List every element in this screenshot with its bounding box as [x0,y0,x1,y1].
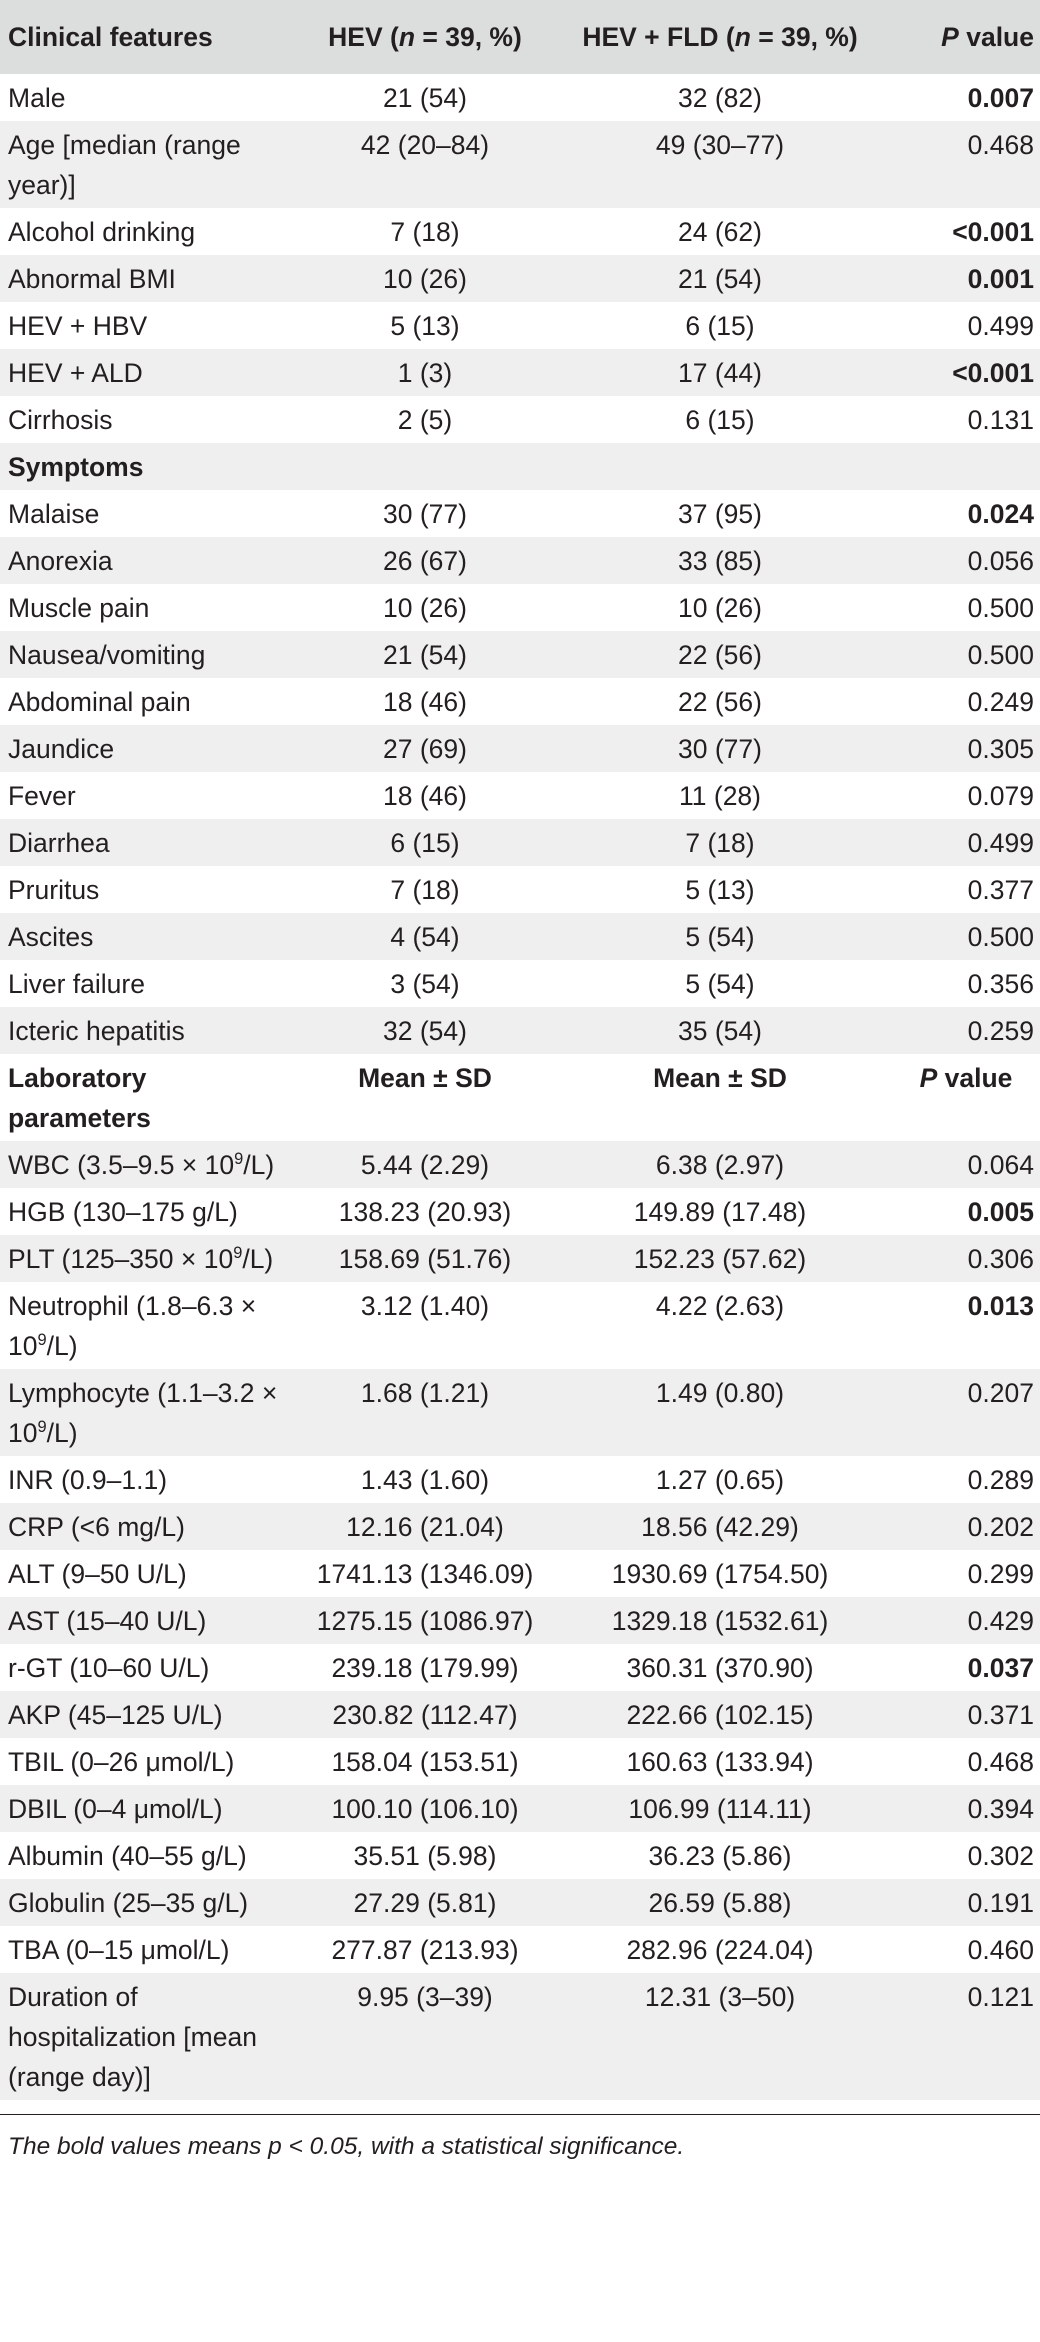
label-superscript: 9 [37,1418,47,1437]
table-row [0,1550,1040,1597]
lab-p-value: 0.121 [967,1982,1034,2012]
clinical-label: Abnormal BMI [8,264,176,294]
symptom-hev-value: 27 (69) [383,734,467,764]
lab-label: AKP (45–125 U/L) [8,1700,223,1730]
lab-p-value: 0.191 [967,1888,1034,1918]
symptom-label: Muscle pain [8,593,150,623]
lab-p-value: 0.394 [967,1794,1034,1824]
lab-hev-value: 27.29 (5.81) [353,1888,497,1918]
symptom-p-value: 0.377 [967,875,1034,905]
clinical-fld-value: 32 (82) [678,83,762,113]
lab-label: HGB (130–175 g/L) [8,1197,238,1227]
lab-p-value: 0.429 [967,1606,1034,1636]
symptom-p-value: 0.500 [967,593,1034,623]
lab-p-value: 0.460 [967,1935,1034,1965]
symptom-hev-value: 30 (77) [383,499,467,529]
clinical-hev-value: 2 (5) [397,405,453,435]
table-row [0,1832,1040,1879]
table-row [0,1785,1040,1832]
lab-p-value: 0.064 [967,1150,1034,1180]
label-text: Neutrophil (1.8–6.3 × 10 [8,1291,257,1361]
symptom-label: Icteric hepatitis [8,1016,185,1046]
lab-fld-value: 4.22 (2.63) [655,1291,785,1321]
symptom-fld-value: 22 (56) [678,687,762,717]
table-row [0,1369,1040,1456]
lab-hev-value: 9.95 (3–39) [357,1982,493,2012]
lab-label: TBA (0–15 μmol/L) [8,1935,230,1965]
lab-label [0,1282,300,1369]
lab-hev-value: 277.87 (213.93) [331,1935,519,1965]
symptom-hev-value: 4 (54) [390,922,460,952]
table-footnote: The bold values means p < 0.05, with a statistical significance. [0,2114,1040,2165]
symptom-label: Anorexia [8,546,113,576]
symptom-p-value: 0.305 [967,734,1034,764]
lab-label: TBIL (0–26 μmol/L) [8,1747,235,1777]
header-hev: HEV (n = 39, %) [328,22,522,52]
symptom-label: Nausea/vomiting [8,640,206,670]
label-text: WBC (3.5–9.5 × 10 [8,1150,235,1180]
clinical-p-value: <0.001 [952,217,1034,247]
table-row [0,1597,1040,1644]
symptom-fld-value: 33 (85) [678,546,762,576]
table-row [0,772,1040,819]
clinical-p-value: 0.131 [967,405,1034,435]
clinical-label: Male [8,83,66,113]
lab-label: Albumin (40–55 g/L) [8,1841,247,1871]
lab-hev-value: 138.23 (20.93) [338,1197,512,1227]
lab-fld-value: 1.27 (0.65) [655,1465,785,1495]
symptom-hev-value: 26 (67) [383,546,467,576]
symptom-label: Malaise [8,499,100,529]
lab-hev-value: 3.12 (1.40) [360,1291,490,1321]
lab-fld-value: 160.63 (133.94) [626,1747,814,1777]
symptom-fld-value: 22 (56) [678,640,762,670]
lab-fld-value: 36.23 (5.86) [648,1841,792,1871]
clinical-label: HEV + ALD [8,358,143,388]
lab-p-value: 0.013 [967,1291,1034,1321]
lab-label: Duration of hospitalization [mean (range day)] [8,1982,257,2092]
symptom-hev-value: 18 (46) [383,781,467,811]
table-row [0,678,1040,725]
lab-p-value: 0.299 [967,1559,1034,1589]
table-row [0,349,1040,396]
clinical-fld-value: 6 (15) [685,311,755,341]
symptom-label: Pruritus [8,875,100,905]
symptom-label: Jaundice [8,734,115,764]
symptom-fld-value: 30 (77) [678,734,762,764]
symptom-fld-value: 5 (54) [685,922,755,952]
lab-fld-value: 1.49 (0.80) [655,1378,785,1408]
symptom-label: Liver failure [8,969,145,999]
table-row [0,960,1040,1007]
table-row [0,490,1040,537]
clinical-p-value: 0.001 [967,264,1034,294]
lab-p-value: 0.289 [967,1465,1034,1495]
lab-fld-value: 360.31 (370.90) [626,1653,814,1683]
lab-p-value: 0.005 [967,1197,1034,1227]
symptom-p-value: 0.079 [967,781,1034,811]
label-tail: /L) [46,1418,78,1448]
clinical-fld-value: 24 (62) [678,217,762,247]
table-row [0,1282,1040,1369]
table-row [0,302,1040,349]
label-tail: /L) [243,1150,275,1180]
clinical-hev-value: 10 (26) [383,264,467,294]
lab-p-value: 0.306 [967,1244,1034,1274]
table-row [0,1973,1040,2100]
section-row-symptoms [0,443,1040,490]
lab-heading-p-value: P value [919,1063,1013,1093]
clinical-fld-value: 21 (54) [678,264,762,294]
symptom-p-value: 0.500 [967,640,1034,670]
lab-label: AST (15–40 U/L) [8,1606,207,1636]
symptom-fld-value: 11 (28) [679,781,761,811]
clinical-p-value: 0.007 [967,83,1034,113]
table-header [0,0,1040,74]
clinical-label: Age [median (range year)] [8,130,241,200]
lab-hev-value: 1275.15 (1086.97) [316,1606,534,1636]
table-row [0,1738,1040,1785]
clinical-label: Cirrhosis [8,405,113,435]
symptom-p-value: 0.500 [967,922,1034,952]
clinical-fld-value: 17 (44) [678,358,762,388]
table-row [0,1644,1040,1691]
symptom-label: Abdominal pain [8,687,191,717]
table-row [0,1503,1040,1550]
clinical-label: Alcohol drinking [8,217,196,247]
clinical-hev-value: 5 (13) [390,311,460,341]
label-superscript: 9 [233,1244,243,1263]
table-row [0,631,1040,678]
symptom-p-value: 0.056 [967,546,1034,576]
lab-p-value: 0.468 [967,1747,1034,1777]
symptom-hev-value: 21 (54) [383,640,467,670]
symptom-hev-value: 7 (18) [390,875,460,905]
label-text: PLT (125–350 × 10 [8,1244,234,1274]
clinical-fld-value: 49 (30–77) [655,130,785,160]
lab-hev-value: 1741.13 (1346.09) [316,1559,534,1589]
header-clinical-features: Clinical features [8,22,213,52]
symptom-hev-value: 10 (26) [383,593,467,623]
symptom-fld-value: 5 (54) [685,969,755,999]
lab-fld-value: 6.38 (2.97) [655,1150,785,1180]
lab-label [0,1235,300,1282]
table-row [0,1879,1040,1926]
lab-fld-value: 106.99 (114.11) [628,1794,812,1824]
lab-hev-value: 1.68 (1.21) [360,1378,490,1408]
symptom-p-value: 0.499 [967,828,1034,858]
lab-label: INR (0.9–1.1) [8,1465,168,1495]
table-row [0,537,1040,584]
lab-label: ALT (9–50 U/L) [8,1559,187,1589]
lab-hev-value: 35.51 (5.98) [353,1841,497,1871]
label-text: Lymphocyte (1.1–3.2 × 10 [8,1378,278,1448]
lab-fld-value: 1329.18 (1532.61) [611,1606,829,1636]
table-row [0,1141,1040,1188]
lab-hev-value: 1.43 (1.60) [360,1465,490,1495]
lab-hev-value: 230.82 (112.47) [332,1700,518,1730]
symptom-p-value: 0.356 [967,969,1034,999]
lab-p-value: 0.202 [967,1512,1034,1542]
lab-hev-value: 158.69 (51.76) [338,1244,512,1274]
symptom-label: Ascites [8,922,94,952]
lab-p-value: 0.371 [967,1700,1034,1730]
lab-heading-label: Laboratory parameters [8,1063,151,1133]
table-row [0,819,1040,866]
symptom-fld-value: 37 (95) [678,499,762,529]
table-body [0,74,1040,2100]
lab-p-value: 0.302 [967,1841,1034,1871]
clinical-hev-value: 1 (3) [397,358,453,388]
lab-hev-value: 158.04 (153.51) [331,1747,519,1777]
section-row-laboratory [0,1054,1040,1141]
lab-fld-value: 149.89 (17.48) [633,1197,807,1227]
symptom-fld-value: 5 (13) [685,875,755,905]
lab-label: Globulin (25–35 g/L) [8,1888,249,1918]
table-row [0,866,1040,913]
symptom-hev-value: 6 (15) [390,828,460,858]
label-tail: /L) [242,1244,274,1274]
table-row [0,913,1040,960]
symptom-hev-value: 3 (54) [390,969,460,999]
header-p-value: P value [941,22,1034,52]
symptom-label: Fever [8,781,76,811]
table-row [0,1235,1040,1282]
table-row [0,725,1040,772]
lab-p-value: 0.207 [967,1378,1034,1408]
table-row [0,1007,1040,1054]
table-row [0,584,1040,631]
clinical-hev-value: 7 (18) [390,217,460,247]
clinical-fld-value: 6 (15) [685,405,755,435]
lab-fld-value: 222.66 (102.15) [626,1700,814,1730]
lab-fld-value: 12.31 (3–50) [644,1982,796,2012]
symptom-p-value: 0.249 [967,687,1034,717]
lab-fld-value: 26.59 (5.88) [648,1888,792,1918]
symptom-p-value: 0.024 [967,499,1034,529]
label-superscript: 9 [234,1150,244,1169]
symptom-fld-value: 35 (54) [678,1016,762,1046]
lab-heading-fld: Mean ± SD [653,1063,787,1093]
lab-hev-value: 5.44 (2.29) [360,1150,490,1180]
symptom-fld-value: 10 (26) [678,593,762,623]
table-row [0,1691,1040,1738]
header-row [0,0,1040,74]
clinical-hev-value: 42 (20–84) [360,130,490,160]
lab-label [0,1141,300,1188]
table-row [0,255,1040,302]
symptom-hev-value: 18 (46) [383,687,467,717]
lab-hev-value: 239.18 (179.99) [331,1653,519,1683]
table-row [0,74,1040,121]
table-row [0,1456,1040,1503]
table-row [0,1926,1040,1973]
symptom-hev-value: 32 (54) [383,1016,467,1046]
clinical-hev-value: 21 (54) [383,83,467,113]
lab-fld-value: 152.23 (57.62) [633,1244,807,1274]
lab-label: CRP (<6 mg/L) [8,1512,185,1542]
clinical-p-value: <0.001 [952,358,1034,388]
lab-fld-value: 1930.69 (1754.50) [611,1559,829,1589]
symptoms-heading: Symptoms [8,452,144,482]
lab-fld-value: 18.56 (42.29) [641,1512,799,1542]
lab-label: r-GT (10–60 U/L) [8,1653,210,1683]
clinical-p-value: 0.499 [967,311,1034,341]
lab-hev-value: 100.10 (106.10) [331,1794,519,1824]
lab-hev-value: 12.16 (21.04) [346,1512,504,1542]
lab-fld-value: 282.96 (224.04) [626,1935,814,1965]
symptom-label: Diarrhea [8,828,110,858]
lab-label [0,1369,300,1456]
table-row [0,396,1040,443]
label-tail: /L) [46,1331,78,1361]
lab-label: DBIL (0–4 μmol/L) [8,1794,223,1824]
lab-heading-hev: Mean ± SD [358,1063,492,1093]
table-row [0,1188,1040,1235]
symptom-fld-value: 7 (18) [685,828,755,858]
symptom-p-value: 0.259 [967,1016,1034,1046]
table-row [0,121,1040,208]
label-superscript: 9 [37,1331,47,1350]
clinical-label: HEV + HBV [8,311,148,341]
lab-p-value: 0.037 [967,1653,1034,1683]
table-row [0,208,1040,255]
clinical-p-value: 0.468 [967,130,1034,160]
header-hev-fld: HEV + FLD (n = 39, %) [582,22,858,52]
